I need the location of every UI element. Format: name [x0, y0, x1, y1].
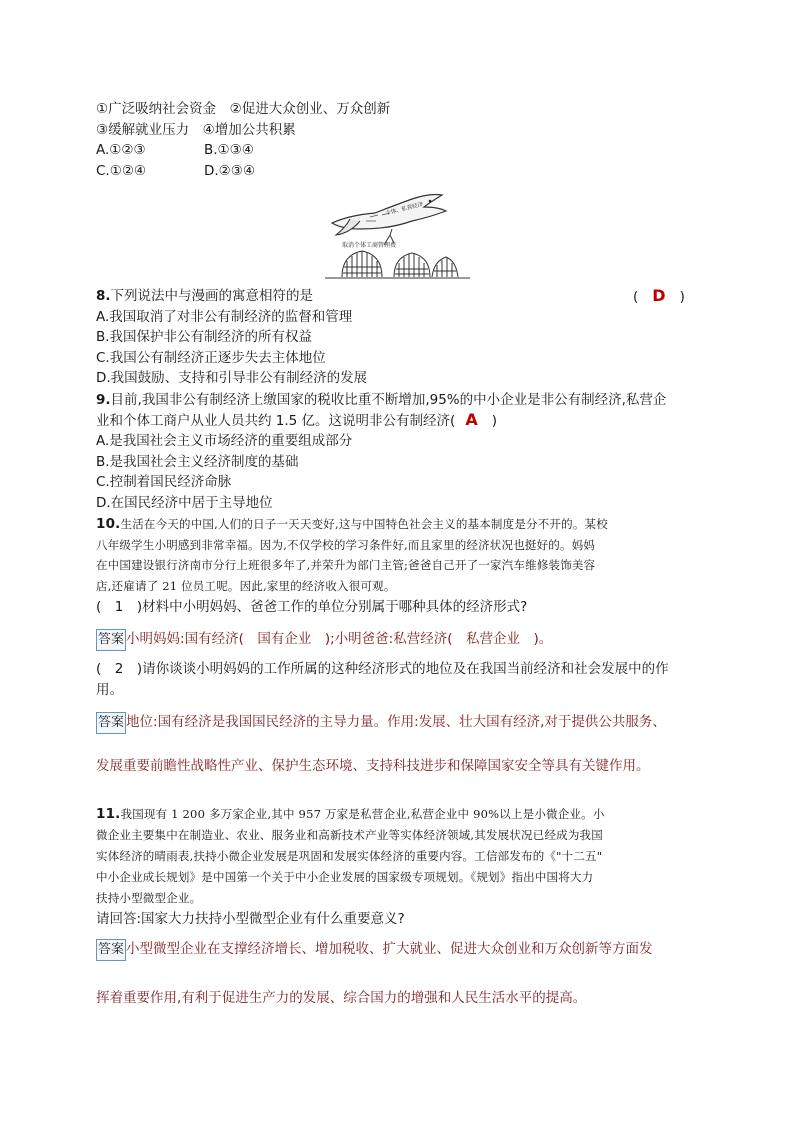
- q10-answer-2-line1: 地位:国有经济是我国国民经济的主导力量。作用:发展、壮大国有经济,对于提供公共服务、: [126, 714, 666, 730]
- q11-material-text1: 我国现有 1 200 多万家企业,其中 957 万家是私营企业,私营企业中 90%以上是小微企业。小: [120, 807, 605, 821]
- answer-badge: 答案: [96, 629, 126, 651]
- q9-stem-line1: [96, 391, 666, 409]
- q7-choice-b: B.①③④: [204, 142, 254, 158]
- q11-material-line4: 中小企业成长规划》是中国第一个关于中小企业发展的国家级专项规划。《规划》指出中国将大力: [96, 870, 594, 884]
- q9-option-b: B.是我国社会主义经济制度的基础: [96, 454, 299, 470]
- q10-material-line1: [96, 515, 608, 534]
- q8-option-c: C.我国公有制经济正逐步失去主体地位: [96, 350, 326, 366]
- q9-stem-text2: 业和个体工商户从业人员共约 1.5 亿。这说明非公有制经济(: [96, 413, 456, 429]
- q9-option-a: A.是我国社会主义市场经济的重要组成部分: [96, 433, 353, 449]
- q7-choice-c: C.①②④: [96, 163, 147, 179]
- q11-material-line3: 实体经济的晴雨表,扶持小微企业发展是巩固和发展实体经济的重要内容。工信部发布的《"十二五": [96, 849, 603, 863]
- q8-stem: [96, 287, 313, 305]
- q11-material-line5: 扶持小型微型企业。: [96, 891, 202, 905]
- q9-stem-line2: [96, 411, 497, 430]
- q9-number: 9.: [96, 392, 111, 408]
- q10-material-text1: 生活在今天的中国,人们的日子一天天变好,这与中国特色社会主义的基本制度是分不开的。某校: [120, 517, 608, 531]
- answer-badge: 答案: [96, 712, 126, 734]
- q11-answer-row: [96, 937, 653, 961]
- q10-material-line3: 在中国建设银行济南市分行上班很多年了,并荣升为部门主管;爸爸自己开了一家汽车维修装饰美容: [96, 558, 596, 572]
- q7-options-line1: ①广泛吸纳社会资金 ②促进大众创业、万众创新: [96, 101, 391, 117]
- q8-number: 8.: [96, 288, 111, 304]
- q7-options-line2: ③缓解就业压力 ④增加公共积累: [96, 122, 296, 138]
- q7-choice-a: A.①②③: [96, 142, 146, 158]
- cartoon-bird-text: 个体、私营经济: [385, 201, 424, 217]
- q11-answer-line1: 小型微型企业在支撑经济增长、增加税收、扩大就业、促进大众创业和万众创新等方面发: [126, 941, 653, 957]
- q9-stem-text1: 目前,我国非公有制经济上缴国家的税收比重不断增加,95%的中小企业是非公有制经济,私营企: [110, 392, 667, 408]
- cartoon-fence-text: 取消个体工商管理费: [342, 242, 397, 249]
- q8-option-b: B.我国保护非公有制经济的所有权益: [96, 329, 313, 345]
- q10-answer-2-row: [96, 710, 666, 734]
- q11-question: 请回答:国家大力扶持小型微型企业有什么重要意义?: [96, 911, 405, 927]
- q9-option-d: D.在国民经济中居于主导地位: [96, 495, 273, 511]
- q8-option-d: D.我国鼓励、支持和引导非公有制经济的发展: [96, 370, 368, 386]
- answer-badge: 答案: [96, 939, 126, 961]
- q10-number: 10.: [96, 516, 121, 532]
- q8-answer: D: [652, 286, 666, 305]
- q9-option-c: C.控制着国民经济命脉: [96, 474, 232, 490]
- q11-answer-line2: 挥着重要作用,有利于促进生产力的发展、综合国力的增强和人民生活水平的提高。: [96, 990, 587, 1006]
- q11-number: 11.: [96, 806, 121, 822]
- q10-answer-1: 小明妈妈:国有经济( 国有企业 );小明爸爸:私营经济( 私营企业 )。: [126, 631, 553, 647]
- q8-paren-open: (: [633, 289, 639, 305]
- q9-answer: A: [465, 410, 478, 429]
- q8-answer-bracket: [633, 287, 685, 306]
- q8-option-a: A.我国取消了对非公有制经济的监督和管理: [96, 309, 353, 325]
- q10-answer-1-row: [96, 627, 552, 651]
- cartoon-image: [320, 185, 475, 280]
- q10-subquestion-1: ( 1 )材料中小明妈妈、爸爸工作的单位分别属于哪种具体的经济形式?: [96, 599, 528, 615]
- q10-answer-2-line2: 发展重要前瞻性战略性产业、保护生态环境、支持科技进步和保障国家安全等具有关键作用。: [96, 758, 650, 774]
- q7-choice-d: D.②③④: [204, 163, 255, 179]
- q10-material-line2: 八年级学生小明感到非常幸福。因为,不仅学校的学习条件好,而且家里的经济状况也挺好的。妈妈: [96, 538, 596, 552]
- q9-paren-close: ): [491, 413, 497, 429]
- q10-subquestion-2-line1: ( 2 )请你谈谈小明妈妈的工作所属的这种经济形式的地位及在我国当前经济和社会发展中的作: [96, 661, 669, 677]
- q8-stem-text: 下列说法中与漫画的寓意相符的是: [110, 288, 314, 304]
- q10-material-line4: 店,还雇请了 21 位员工呢。因此,家里的经济收入很可观。: [96, 579, 396, 593]
- q10-subquestion-2-line2: 用。: [96, 682, 123, 698]
- q11-material-line2: 微企业主要集中在制造业、农业、服务业和高新技术产业等实体经济领域,其发展状况已经成为我国: [96, 828, 603, 842]
- q11-material-line1: [96, 805, 605, 824]
- q8-paren-close: ): [679, 289, 685, 305]
